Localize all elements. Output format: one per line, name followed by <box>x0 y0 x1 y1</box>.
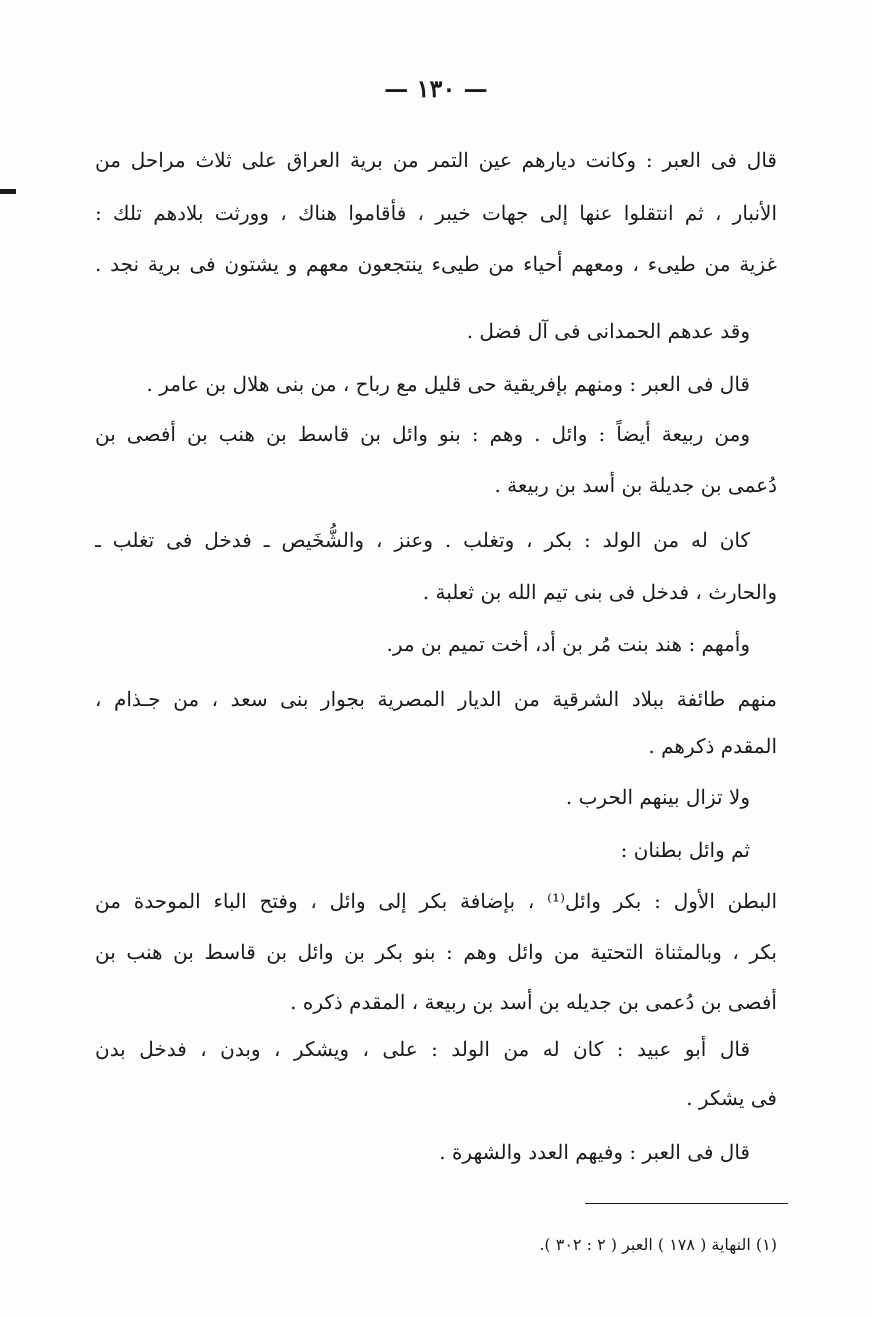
text-line: قال فى العبر : وكانت ديارهم عين التمر من برية العراق على ثلاث مراحل من <box>95 148 777 172</box>
text-line: فى يشكر . <box>686 1086 777 1110</box>
text-line: دُعمى بن جديلة بن أسد بن ربيعة . <box>494 473 777 497</box>
text-line: كان له من الولد : بكر ، وتغلب . وعنز ، والشُّخَيص ـ فدخل فى تغلب ـ <box>95 528 750 552</box>
footnote: (١) النهاية ( ١٧٨ ) العبر ( ٢ : ٣٠٢ ). <box>539 1235 777 1254</box>
margin-mark <box>0 189 16 194</box>
text-line: قال أبو عبيد : كان له من الولد : على ، ويشكر ، وبدن ، فدخل بدن <box>95 1037 750 1061</box>
text-line: والحارث ، فدخل فى بنى تيم الله بن ثعلبة . <box>422 580 777 604</box>
text-line: ثم وائل بطنان : <box>620 838 750 862</box>
text-line: ومن ربيعة أيضاً : وائل . وهم : بنو وائل بن قاسط بن هنب بن أفصى بن <box>95 422 750 446</box>
text-line: وقد عدهم الحمدانى فى آل فضل . <box>466 319 750 343</box>
text-line: وأمهم : هند بنت مُر بن أد، أخت تميم بن مر. <box>386 632 750 656</box>
text-line: غزية من طيىء ، ومعهم أحياء من طيىء ينتجعون معهم و يشتون فى برية نجد . <box>95 252 777 276</box>
text-line: بكر ، وبالمثناة التحتية من وائل وهم : بنو بكر بن وائل بن قاسط بن هنب بن <box>95 940 777 964</box>
text-line: ولا تزال بينهم الحرب . <box>565 785 750 809</box>
text-line: أفصى بن دُعمى بن جديله بن أسد بن ربيعة ، المقدم ذكره . <box>290 990 777 1014</box>
text-line: قال فى العبر : وفيهم العدد والشهرة . <box>439 1140 750 1164</box>
text-line: البطن الأول : بكر وائل⁽¹⁾ ، بإضافة بكر إلى وائل ، وفتح الباء الموحدة من <box>95 889 777 913</box>
page-number: — ١٣٠ — <box>384 74 488 103</box>
text-line: منهم طائفة ببلاد الشرقية من الديار المصرية بجوار بنى سعد ، من جـذام ، <box>95 687 777 711</box>
text-line: قال فى العبر : ومنهم بإفريقية حى قليل مع رباح ، من بنى هلال بن عامر . <box>146 372 750 396</box>
text-line: الأنبار ، ثم انتقلوا عنها إلى جهات خيبر ، فأقاموا هناك ، وورثت بلادهم تلك : <box>95 201 777 225</box>
text-line: المقدم ذكرهم . <box>648 734 777 758</box>
footnote-separator <box>585 1203 788 1204</box>
